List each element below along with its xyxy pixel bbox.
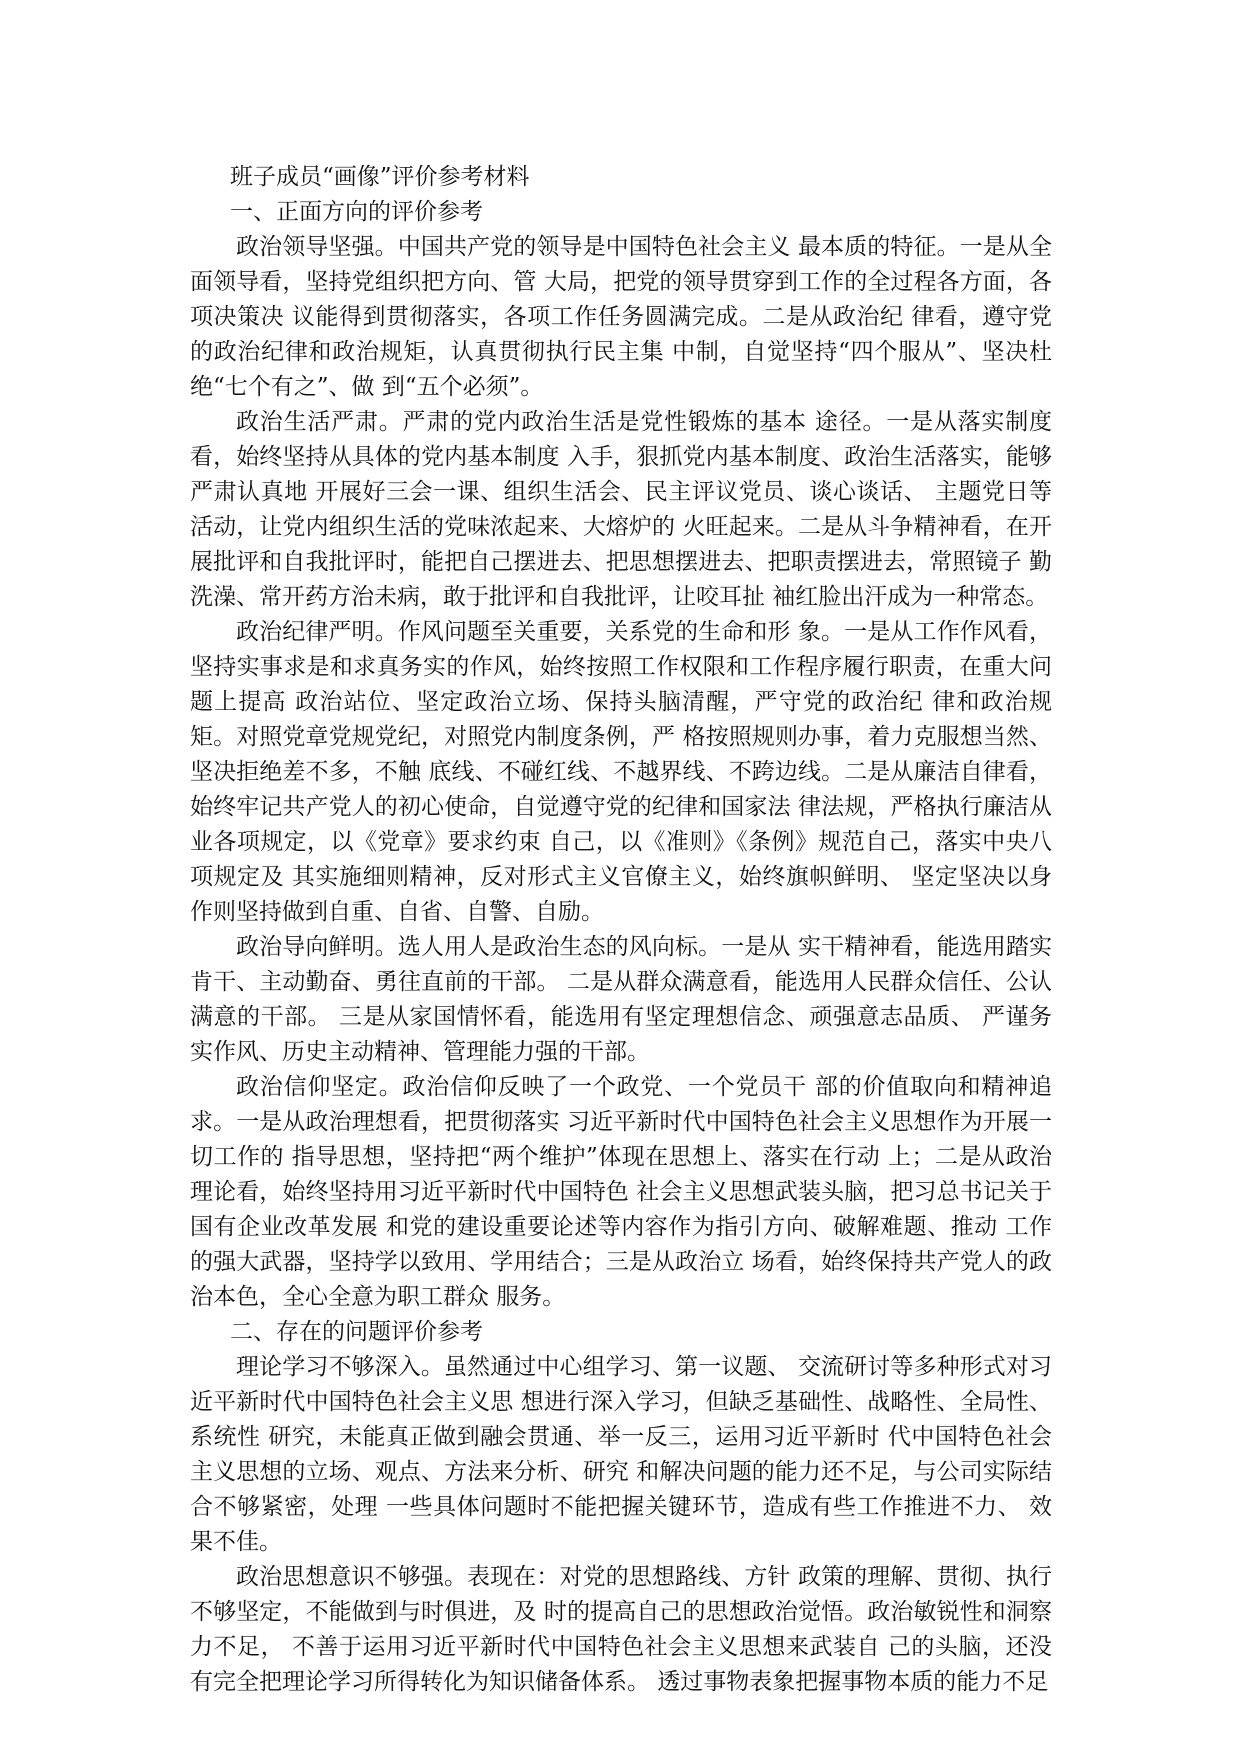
- paragraph-political-awareness: 政治思想意识不够强。表现在：对党的思想路线、方针 政策的理解、贯彻、执行不够坚定，不能做到与时俱进，及 时的提高自己的思想政治觉悟。政治敏锐性和洞察力不足， 不善于运用习近平新时代中国特色社会主义思想来武装自 己的头脑，还没有完全把理论学习所得转化为知识储备体系。 透过事物表象把握事物本质的能力不足: [190, 1564, 1052, 1695]
- document-page: [190, 160, 1052, 1700]
- paragraph-political-orientation: 政治导向鲜明。选人用人是政治生态的风向标。一是从 实干精神看，能选用踏实肯干、主动勤奋、勇往直前的干部。 二是从群众满意看，能选用人民群众信任、公认满意的干部。 三是从家国情怀看，能选用有坚定理想信念、顽强意志品质、 严谨务实作风、历史主动精神、管理能力强的干部。: [190, 934, 1052, 1065]
- paragraph-political-life: 政治生活严肃。严肃的党内政治生活是党性锻炼的基本 途径。一是从落实制度看，始终坚持从具体的党内基本制度 入手，狠抓党内基本制度、政治生活落实，能够严肃认真地 开展好三会一课、组织生活会、民主评议党员、谈心谈话、 主题党日等活动，让党内组织生活的党味浓起来、大熔炉的 火旺起来。二是从斗争精神看，在开展批评和自我批评时，能把自己摆进去、把思想摆进去、把职责摆进去，常照镜子 勤洗澡、常开药方治未病，敢于批评和自我批评，让咬耳扯 袖红脸出汗成为一种常态。: [190, 409, 1052, 610]
- paragraph-theory-study: 理论学习不够深入。虽然通过中心组学习、第一议题、 交流研讨等多种形式对习近平新时代中国特色社会主义思 想进行深入学习，但缺乏基础性、战略性、全局性、系统性 研究，未能真正做到融会贯通、举一反三，运用习近平新时 代中国特色社会主义思想的立场、观点、方法来分析、研究 和解决问题的能力还不足，与公司实际结合不够紧密，处理 一些具体问题时不能把握关键环节，造成有些工作推进不力、 效果不佳。: [190, 1354, 1052, 1555]
- paragraph-political-discipline: 政治纪律严明。作风问题至关重要，关系党的生命和形 象。一是从工作作风看，坚持实事求是和求真务实的作风，始终按照工作权限和工作程序履行职责，在重大问题上提高 政治站位、坚定政治立场、保持头脑清醒，严守党的政治纪 律和政治规矩。对照党章党规党纪，对照党内制度条例，严 格按照规则办事，着力克服想当然、坚决拒绝差不多，不触 底线、不碰红线、不越界线、不跨边线。二是从廉洁自律看， 始终牢记共产党人的初心使命，自觉遵守党的纪律和国家法 律法规，严格执行廉洁从业各项规定，以《党章》要求约束 自己，以《准则》《条例》规范自己，落实中央八项规定及 其实施细则精神，反对形式主义官僚主义，始终旗帜鲜明、 坚定坚决以身作则坚持做到自重、自省、自警、自励。: [190, 619, 1052, 925]
- document-title: 班子成员“画像”评价参考材料: [230, 164, 530, 190]
- section-heading-problems: 二、存在的问题评价参考: [230, 1319, 483, 1345]
- paragraph-political-faith: 政治信仰坚定。政治信仰反映了一个政党、一个党员干 部的价值取向和精神追求。一是从政治理想看，把贯彻落实 习近平新时代中国特色社会主义思想作为开展一切工作的 指导思想，坚持把“两个维护”体现在思想上、落实在行动 上；二是从政治理论看，始终坚持用习近平新时代中国特色 社会主义思想武装头脑，把习总书记关于国有企业改革发展 和党的建设重要论述等内容作为指引方向、破解难题、推动 工作的强大武器，坚持学以致用、学用结合；三是从政治立 场看，始终保持共产党人的政治本色，全心全意为职工群众 服务。: [190, 1074, 1052, 1310]
- section-heading-positive: 一、正面方向的评价参考: [230, 199, 483, 225]
- paragraph-political-leadership: 政治领导坚强。中国共产党的领导是中国特色社会主义 最本质的特征。一是从全面领导看，坚持党组织把方向、管 大局，把党的领导贯穿到工作的全过程各方面，各项决策决 议能得到贯彻落实，各项工作任务圆满完成。二是从政治纪 律看，遵守党的政治纪律和政治规矩，认真贯彻执行民主集 中制，自觉坚持“四个服从”、坚决杜绝“七个有之”、做 到“五个必须”。: [190, 234, 1052, 400]
